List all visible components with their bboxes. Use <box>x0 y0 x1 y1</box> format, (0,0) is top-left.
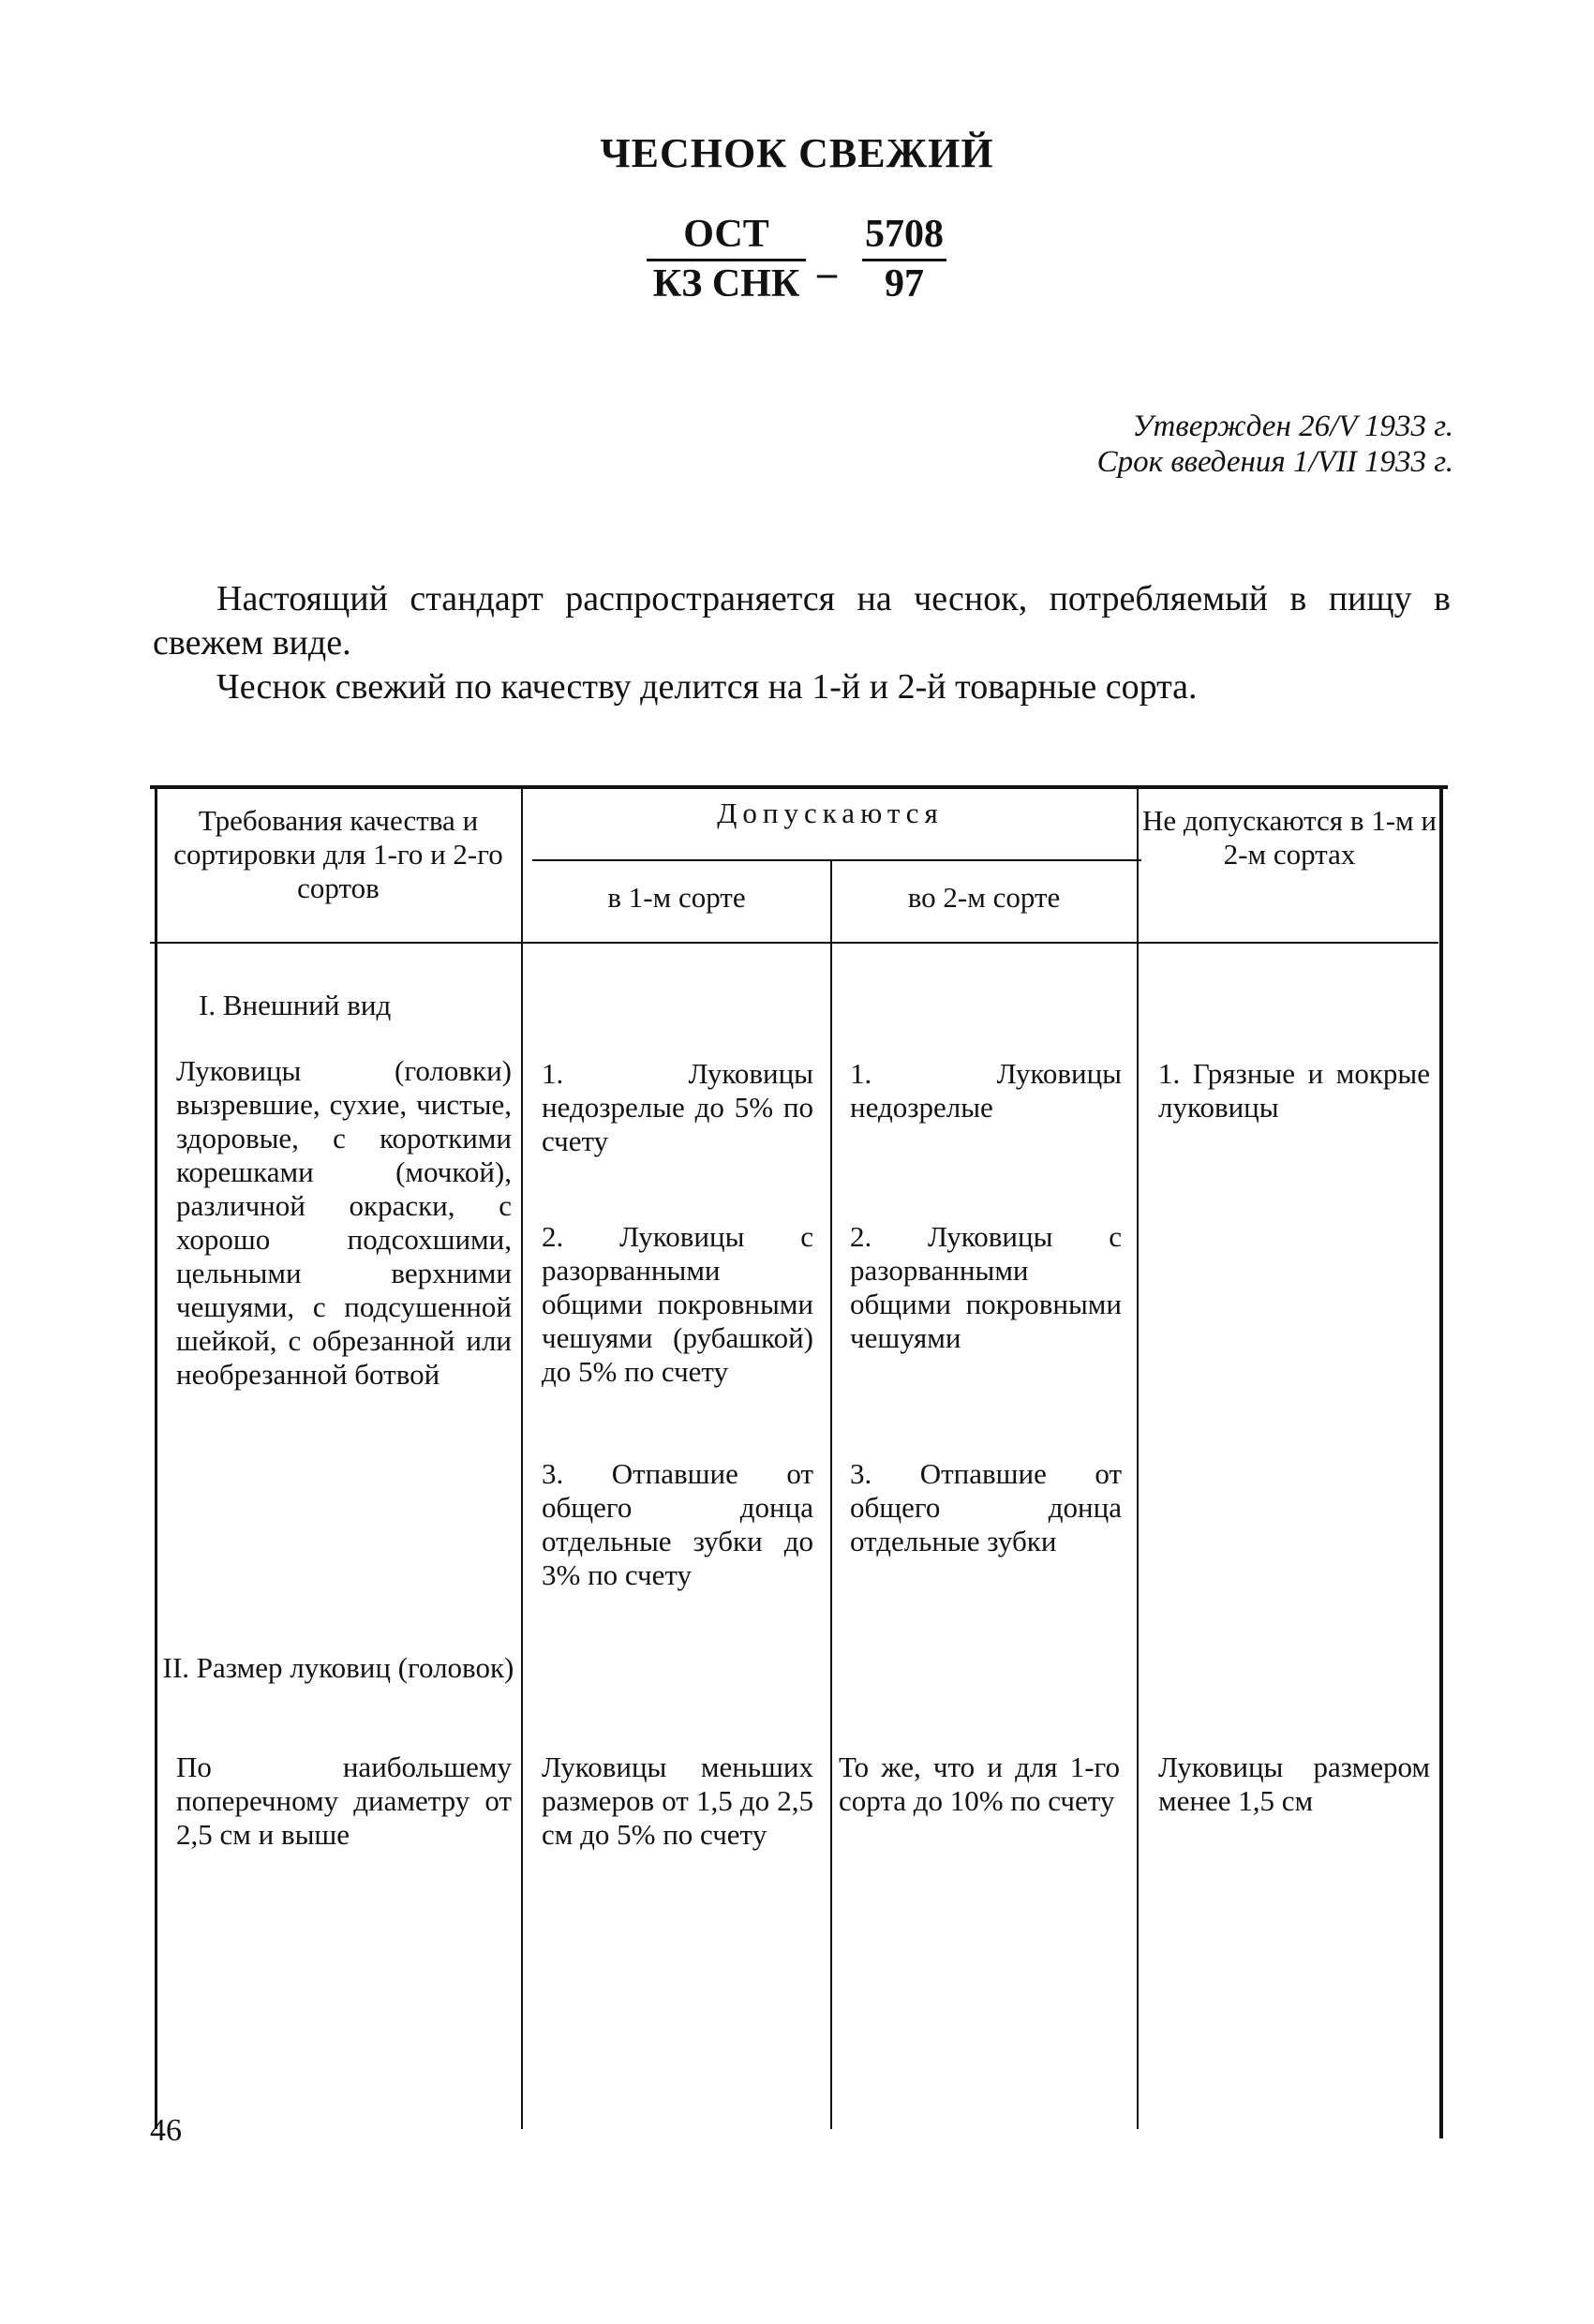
sort1-item-3: 3. Отпавшие от общего донца отдельные зубки до 3% по счету <box>542 1457 813 1591</box>
effective-date: Срок введения 1/VII 1933 г. <box>1096 445 1453 479</box>
allowed-subheader-rule <box>532 859 1141 861</box>
approval-date: Утвержден 26/V 1933 г. <box>1132 410 1453 443</box>
header-allowed: Допускаются <box>717 797 944 829</box>
intro-paragraph-2: Чеснок свежий по качеству делится на 1-й и 2-й товарные сорта. <box>216 667 1198 707</box>
col-divider-2 <box>830 861 832 2129</box>
sort1-item-1: 1. Луковицы недозрелые до 5% по счету <box>542 1057 813 1157</box>
sort1-item-2: 2. Луковицы с разорванными общими покровными чешуями (рубашкой) до 5% по счету <box>542 1220 813 1388</box>
ost-left-bottom: КЗ СНК <box>647 259 806 305</box>
header-bottom-rule <box>150 942 1438 944</box>
sort2-item-2: 2. Луковицы с разорванными общими покровными чешуями <box>850 1220 1122 1354</box>
sort2-item-1: 1. Луковицы недозрелые <box>850 1057 1122 1124</box>
intro-paragraph-1: Настоящий стандарт распространяется на чеснок, потребляемый в пищу в свежем виде. <box>153 579 1451 663</box>
ost-right-bottom: 97 <box>862 259 946 305</box>
ost-right-fraction <box>862 214 946 305</box>
page-number: 46 <box>150 2113 182 2148</box>
header-not-allowed: Не допускаются в 1-м и 2-м сортах <box>1142 804 1437 871</box>
sort2-item-3: 3. Отпавшие от общего донца отдельные зубки <box>850 1457 1122 1557</box>
section-heading-appearance: I. Внешний вид <box>199 989 392 1021</box>
header-requirements: Требования качества и сортировки для 1-го и 2-го сортов <box>173 804 503 904</box>
ost-designation <box>647 214 956 317</box>
requirement-appearance: Луковицы (головки) вызревшие, сухие, чистые, здоровые, с короткими корешками (мочкой), различной окраски, с хорошо подсохшими, цельными верхними чешуями, с подсушенной шейкой, с обрезанной или необрезанной ботвой <box>176 1054 512 1391</box>
ost-right-top: 5708 <box>865 213 944 256</box>
col-divider-1 <box>521 789 523 2129</box>
document-title: ЧЕСНОК СВЕЖИЙ <box>600 130 994 176</box>
requirement-size: По наибольшему поперечному диаметру от 2,5 см и выше <box>176 1750 512 1851</box>
table-left-border <box>155 789 157 2129</box>
not-allowed-size: Луковицы размером менее 1,5 см <box>1158 1750 1430 1817</box>
header-sort-2: во 2-м сорте <box>907 881 1061 914</box>
header-sort-1: в 1-м сорте <box>607 881 746 914</box>
not-allowed-appearance: 1. Грязные и мокрые луковицы <box>1158 1057 1430 1124</box>
col-divider-3 <box>1137 789 1139 2129</box>
table-top-rule <box>150 785 1448 789</box>
sort1-size: Луковицы меньших размеров от 1,5 до 2,5 см до 5% по счету <box>542 1750 813 1851</box>
sort2-size: То же, что и для 1-го сорта до 10% по счету <box>839 1750 1120 1817</box>
intro-text <box>153 577 1451 709</box>
ost-left-top: ОСТ <box>683 213 769 256</box>
ost-left-fraction <box>647 214 806 305</box>
section-heading-size: II. Размер луковиц (головок) <box>162 1651 514 1684</box>
approval-info <box>1097 409 1453 480</box>
ost-dash: – <box>817 252 837 295</box>
table-right-border <box>1439 789 1443 2138</box>
